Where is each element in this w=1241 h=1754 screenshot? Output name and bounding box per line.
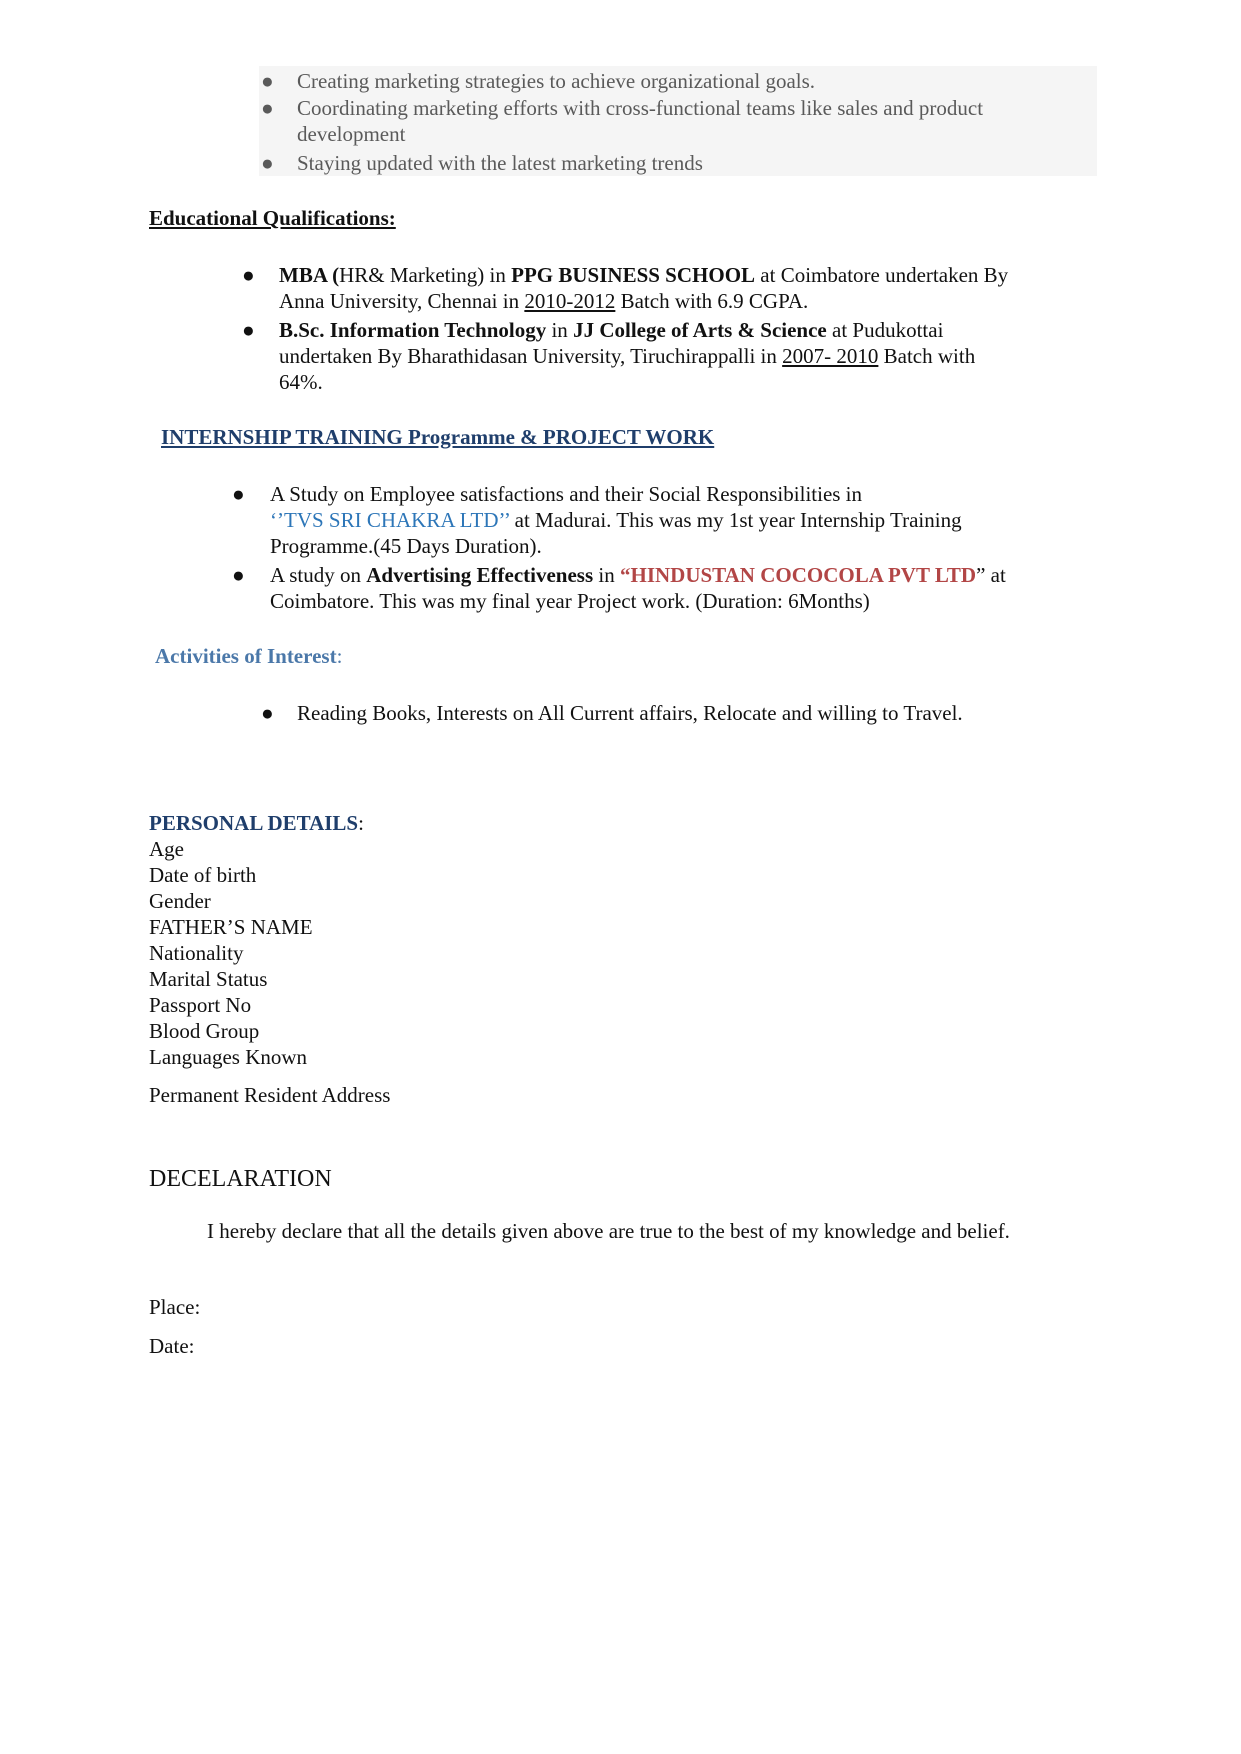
declaration-text: I hereby declare that all the details given above are true to the best of my knowledge and belief. (207, 1219, 1010, 1243)
internship-2-line-1 (270, 562, 1006, 588)
top-bullet-3: Staying updated with the latest marketing trends (297, 151, 703, 175)
interests-colon: : (336, 644, 343, 668)
mba-line-2 (279, 288, 808, 314)
place-label: Place: (149, 1295, 201, 1319)
mba-years: 2010-2012 (524, 289, 616, 313)
declaration-heading: DECELARATION (149, 1166, 332, 1192)
internship-heading: INTERNSHIP TRAINING Programme & PROJECT WORK (161, 425, 715, 449)
field-permanent-address: Permanent Resident Address (149, 1083, 391, 1107)
internship-2-intro: A study on (270, 563, 367, 587)
bsc-degree: B.Sc. Information Technology (279, 318, 547, 342)
bullet-dot: ● (261, 69, 274, 93)
top-bullet-2-line-1: Coordinating marketing efforts with cross-functional teams like sales and product (297, 96, 984, 120)
field-blood-group: Blood Group (149, 1019, 260, 1043)
top-bullet-1: Creating marketing strategies to achieve organizational goals. (297, 69, 816, 93)
bullet-dot: ● (261, 701, 274, 725)
bsc-mid: in (546, 318, 574, 342)
internship-2-at: ” at (976, 563, 1006, 587)
personal-title: PERSONAL DETAILS (149, 811, 359, 835)
bullet-dot: ● (232, 482, 245, 506)
bsc-line-2 (279, 343, 975, 369)
interests-heading (155, 643, 342, 669)
internship-1-line-1: A Study on Employee satisfactions and their Social Responsibilities in (270, 482, 863, 506)
bsc-line-3: 64%. (279, 370, 323, 394)
bullet-dot: ● (232, 563, 245, 587)
internship-1-location: at Madurai. This was my 1st year Internship Training (509, 508, 962, 532)
education-heading: Educational Qualifications: (149, 206, 396, 230)
mba-spec: HR& Marketing) in (339, 263, 512, 287)
bsc-batch: Batch with (878, 344, 976, 368)
mba-degree: MBA ( (279, 263, 340, 287)
bsc-rest: at Pudukottai (826, 318, 944, 342)
bullet-dot: ● (242, 318, 255, 342)
mba-rest: at Coimbatore undertaken By (755, 263, 1009, 287)
personal-heading (149, 810, 364, 836)
internship-1-line-2 (270, 507, 962, 533)
field-languages-known: Languages Known (149, 1045, 308, 1069)
field-age: Age (149, 837, 184, 861)
mba-line-1 (279, 262, 1008, 288)
internship-2-in: in (593, 563, 620, 587)
hindustan-company-name: “HINDUSTAN COCOCOLA PVT LTD (620, 563, 977, 587)
bullet-dot: ● (242, 263, 255, 287)
field-date-of-birth: Date of birth (149, 863, 257, 887)
internship-2-line-2: Coimbatore. This was my final year Project work. (Duration: 6Months) (270, 589, 870, 613)
top-bullet-2-line-2: development (297, 122, 406, 146)
internship-1-line-3: Programme.(45 Days Duration). (270, 534, 542, 558)
interests-item: Reading Books, Interests on All Current affairs, Relocate and willing to Travel. (297, 701, 963, 725)
internship-2-topic: Advertising Effectiveness (366, 563, 594, 587)
bsc-college: JJ College of Arts & Science (573, 318, 827, 342)
field-passport-no: Passport No (149, 993, 252, 1017)
bsc-years: 2007- 2010 (782, 344, 879, 368)
personal-colon: : (358, 811, 364, 835)
mba-university: Anna University, Chennai in (279, 289, 525, 313)
field-marital-status: Marital Status (149, 967, 268, 991)
mba-school: PPG BUSINESS SCHOOL (511, 263, 756, 287)
field-fathers-name: FATHER’S NAME (149, 915, 313, 939)
mba-batch: Batch with 6.9 CGPA. (615, 289, 809, 313)
interests-title: Activities of Interest (155, 644, 337, 668)
date-label: Date: (149, 1334, 195, 1358)
field-nationality: Nationality (149, 941, 244, 965)
bullet-dot: ● (261, 151, 274, 175)
bsc-university: undertaken By Bharathidasan University, Tiruchirappalli in (279, 344, 783, 368)
field-gender: Gender (149, 889, 211, 913)
tvs-company-name: ‘’TVS SRI CHAKRA LTD’’ (270, 508, 510, 532)
bsc-line-1 (279, 317, 943, 343)
bullet-dot: ● (261, 96, 274, 120)
